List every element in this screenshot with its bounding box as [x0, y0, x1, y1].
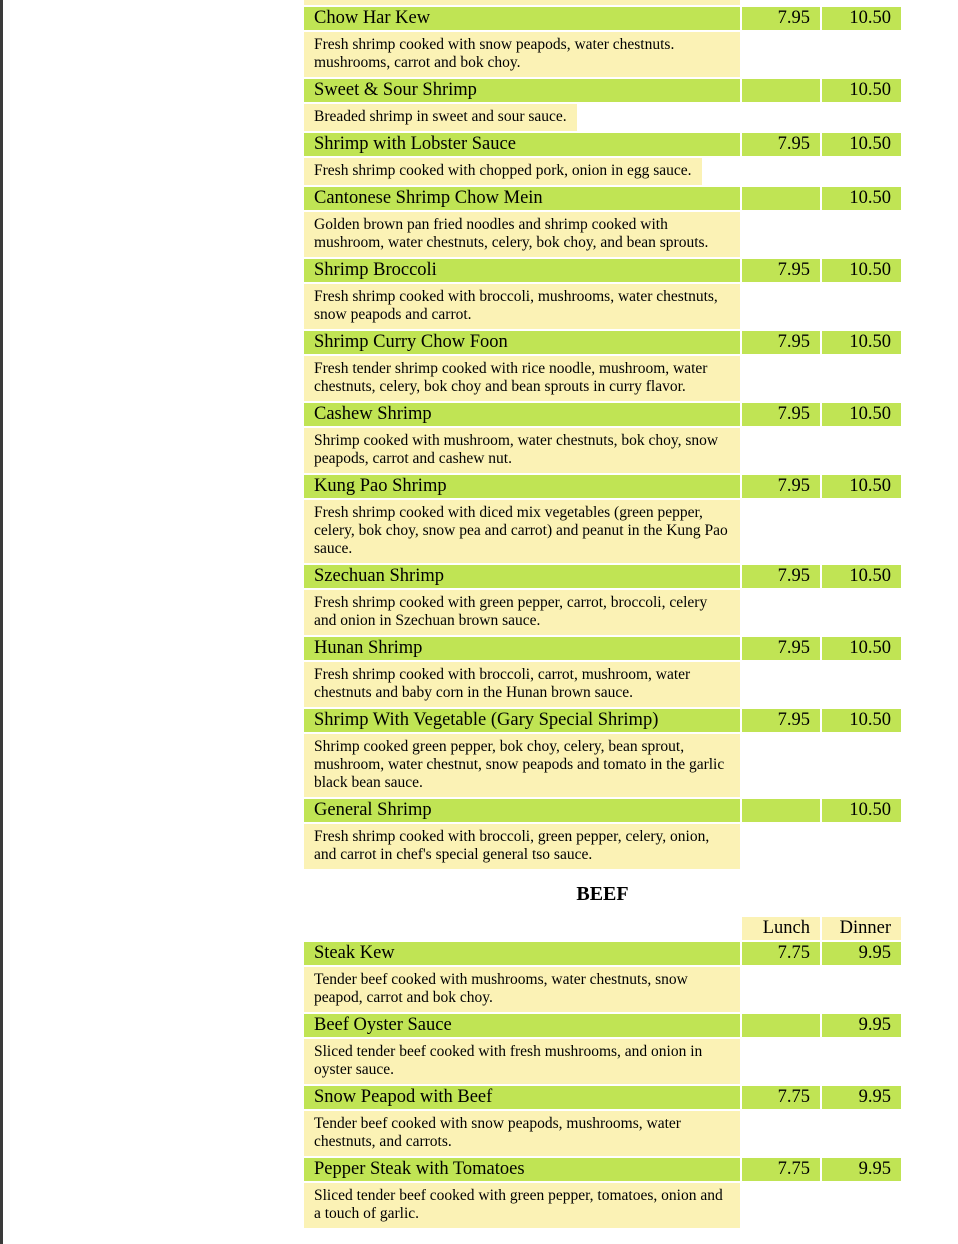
menu-item-row: [304, 403, 901, 426]
section-title-beef: BEEF: [576, 883, 629, 905]
menu-item-row: [304, 709, 901, 732]
description-row: [304, 104, 901, 131]
dish-name: Szechuan Shrimp: [304, 565, 740, 588]
left-border: [0, 0, 3, 1244]
menu-item-row: [304, 133, 901, 156]
dish-description: Fresh shrimp cooked with green pepper, carrot, broccoli, celery and onion in Szechuan brown sauce.: [304, 590, 740, 635]
description-row: [304, 32, 901, 77]
description-row: [304, 734, 901, 797]
dish-description: Fresh shrimp cooked with chopped pork, onion in egg sauce.: [304, 158, 702, 185]
description-row: [304, 824, 901, 869]
menu-item-row: [304, 187, 901, 210]
dish-name: Hunan Shrimp: [304, 637, 740, 660]
menu-list: [304, 0, 901, 1228]
lunch-price: 7.95: [742, 475, 820, 498]
dinner-price: 10.50: [822, 331, 901, 354]
dinner-price: 10.50: [822, 259, 901, 282]
lunch-price: 7.95: [742, 637, 820, 660]
lunch-price: 7.75: [742, 1086, 820, 1109]
dish-description: Fresh shrimp cooked with snow peapods, water chestnuts. mushrooms, carrot and bok choy.: [304, 32, 740, 77]
dinner-price: 10.50: [822, 187, 901, 210]
dish-description: Breaded shrimp in sweet and sour sauce.: [304, 104, 577, 131]
menu-item-row: [304, 1014, 901, 1037]
top-strip: [304, 0, 901, 5]
description-row: [304, 212, 901, 257]
dinner-price: 10.50: [822, 475, 901, 498]
dish-description: Fresh shrimp cooked with broccoli, carrot, mushroom, water chestnuts and baby corn in the Hunan brown sauce.: [304, 662, 740, 707]
dinner-price: 9.95: [822, 1014, 901, 1037]
menu-item-row: [304, 637, 901, 660]
lunch-price: [742, 1014, 820, 1037]
dinner-price: 10.50: [822, 403, 901, 426]
dish-description: Fresh shrimp cooked with broccoli, green pepper, celery, onion, and carrot in chef's special general tso sauce.: [304, 824, 740, 869]
dinner-price: 10.50: [822, 133, 901, 156]
description-row: [304, 158, 901, 185]
dinner-price: 9.95: [822, 942, 901, 965]
dinner-price: 10.50: [822, 709, 901, 732]
description-row: [304, 500, 901, 563]
lunch-price: 7.95: [742, 331, 820, 354]
beef-section: [304, 942, 901, 1228]
description-row: [304, 590, 901, 635]
description-row: [304, 1111, 901, 1156]
dish-name: Cashew Shrimp: [304, 403, 740, 426]
dish-description: Sliced tender beef cooked with green pepper, tomatoes, onion and a touch of garlic.: [304, 1183, 740, 1228]
dish-description: Fresh tender shrimp cooked with rice noodle, mushroom, water chestnuts, celery, bok choy and bean sprouts in curry flavor.: [304, 356, 740, 401]
lunch-price: 7.95: [742, 7, 820, 30]
lunch-price: 7.95: [742, 259, 820, 282]
menu-item-row: [304, 331, 901, 354]
description-row: [304, 356, 901, 401]
dish-description: Tender beef cooked with mushrooms, water chestnuts, snow peapod, carrot and bok choy.: [304, 967, 740, 1012]
dinner-price: 10.50: [822, 565, 901, 588]
price-header-row: [304, 917, 901, 940]
menu-item-row: [304, 7, 901, 30]
description-row: [304, 1183, 901, 1228]
lunch-header: Lunch: [742, 917, 820, 940]
menu-item-row: [304, 942, 901, 965]
lunch-price: [742, 79, 820, 102]
dish-name: Pepper Steak with Tomatoes: [304, 1158, 740, 1181]
description-row: [304, 662, 901, 707]
menu-item-row: [304, 1086, 901, 1109]
dish-name: Snow Peapod with Beef: [304, 1086, 740, 1109]
dish-name: Beef Oyster Sauce: [304, 1014, 740, 1037]
dish-description: Golden brown pan fried noodles and shrimp cooked with mushroom, water chestnuts, celery, bok choy, and bean sprouts.: [304, 212, 740, 257]
lunch-price: 7.75: [742, 942, 820, 965]
dinner-price: 10.50: [822, 799, 901, 822]
lunch-price: 7.95: [742, 133, 820, 156]
menu-item-row: [304, 1158, 901, 1181]
dinner-price: 10.50: [822, 79, 901, 102]
dish-description: Shrimp cooked green pepper, bok choy, celery, bean sprout, mushroom, water chestnut, snow peapods and tomato in the garlic black bean sauce.: [304, 734, 740, 797]
dish-description: Fresh shrimp cooked with diced mix vegetables (green pepper, celery, bok choy, snow pea and carrot) and peanut in the Kung Pao sauce.: [304, 500, 740, 563]
lunch-price: [742, 187, 820, 210]
menu-item-row: [304, 799, 901, 822]
menu-item-row: [304, 79, 901, 102]
dinner-price: 9.95: [822, 1086, 901, 1109]
dish-name: Shrimp Curry Chow Foon: [304, 331, 740, 354]
dish-name: Steak Kew: [304, 942, 740, 965]
dinner-price: 10.50: [822, 637, 901, 660]
lunch-price: 7.95: [742, 709, 820, 732]
dish-name: Sweet & Sour Shrimp: [304, 79, 740, 102]
dish-description: Sliced tender beef cooked with fresh mushrooms, and onion in oyster sauce.: [304, 1039, 740, 1084]
description-row: [304, 284, 901, 329]
menu-item-row: [304, 475, 901, 498]
lunch-price: [742, 799, 820, 822]
lunch-price: 7.75: [742, 1158, 820, 1181]
dish-name: Chow Har Kew: [304, 7, 740, 30]
dinner-price: 9.95: [822, 1158, 901, 1181]
dish-name: Kung Pao Shrimp: [304, 475, 740, 498]
shrimp-section: [304, 7, 901, 869]
description-row: [304, 1039, 901, 1084]
menu-item-row: [304, 259, 901, 282]
lunch-price: 7.95: [742, 403, 820, 426]
dish-name: Shrimp With Vegetable (Gary Special Shrimp): [304, 709, 740, 732]
dish-description: Tender beef cooked with snow peapods, mushrooms, water chestnuts, and carrots.: [304, 1111, 740, 1156]
dish-name: Shrimp Broccoli: [304, 259, 740, 282]
dish-name: Shrimp with Lobster Sauce: [304, 133, 740, 156]
dish-description: Fresh shrimp cooked with broccoli, mushrooms, water chestnuts, snow peapods and carrot.: [304, 284, 740, 329]
dinner-price: 10.50: [822, 7, 901, 30]
dish-name: General Shrimp: [304, 799, 740, 822]
description-row: [304, 428, 901, 473]
menu-item-row: [304, 565, 901, 588]
dinner-header: Dinner: [822, 917, 901, 940]
description-row: [304, 967, 901, 1012]
lunch-price: 7.95: [742, 565, 820, 588]
dish-description: Shrimp cooked with mushroom, water chestnuts, bok choy, snow peapods, carrot and cashew nut.: [304, 428, 740, 473]
dish-name: Cantonese Shrimp Chow Mein: [304, 187, 740, 210]
